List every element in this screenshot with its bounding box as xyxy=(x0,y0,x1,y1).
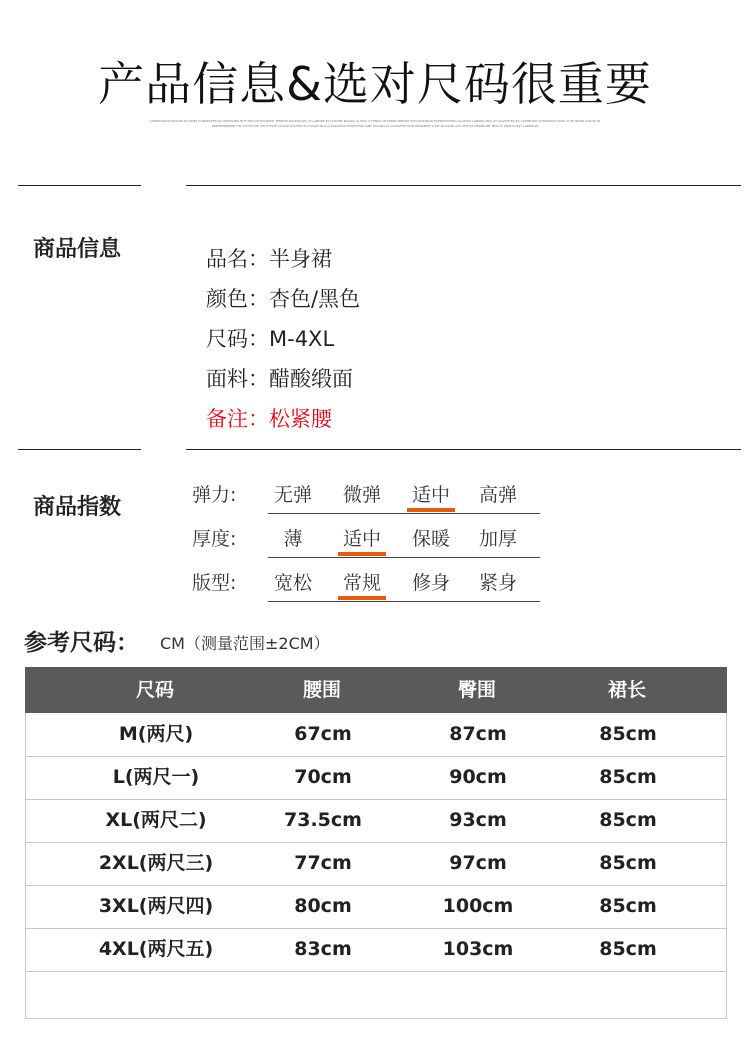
table-cell: 93cm xyxy=(449,809,507,831)
table-cell: 70cm xyxy=(294,766,352,788)
table-cell: M(两尺) xyxy=(118,723,194,745)
table-cell: 2XL(两尺三) xyxy=(98,852,214,874)
table-cell: 85cm xyxy=(599,809,657,831)
index-row-divider xyxy=(268,557,540,558)
index-selected-underline xyxy=(338,552,386,556)
index-selected-underline xyxy=(407,508,455,512)
divider-right-2 xyxy=(186,449,741,450)
table-cell: 103cm xyxy=(442,938,514,960)
table-row xyxy=(26,842,726,886)
table-cell: 67cm xyxy=(294,723,352,745)
info-size: 尺码：M-4XL xyxy=(206,327,335,351)
table-cell: 97cm xyxy=(449,852,507,874)
header-hip: 臀围 xyxy=(457,679,496,701)
size-table xyxy=(25,667,727,1019)
table-cell: 87cm xyxy=(449,723,507,745)
index-option: 高弹 xyxy=(478,484,517,506)
info-fabric: 面料：醋酸缎面 xyxy=(206,367,353,391)
index-row-label: 弹力: xyxy=(192,484,237,506)
index-option: 加厚 xyxy=(478,528,517,550)
header-size: 尺码 xyxy=(135,679,174,701)
table-cell: 85cm xyxy=(599,852,657,874)
info-name: 品名：半身裙 xyxy=(206,247,332,271)
table-row xyxy=(26,928,726,972)
table-cell: XL(两尺二) xyxy=(105,809,207,831)
index-option: 紧身 xyxy=(478,572,517,594)
table-row xyxy=(26,756,726,800)
table-row xyxy=(26,713,726,757)
table-cell: 85cm xyxy=(599,938,657,960)
table-cell: 77cm xyxy=(294,852,352,874)
page-title: 产品信息&选对尺码很重要 xyxy=(98,57,652,111)
info-note: 备注：松紧腰 xyxy=(206,407,332,431)
table-cell: 90cm xyxy=(449,766,507,788)
table-cell: 85cm xyxy=(599,766,657,788)
table-cell: 100cm xyxy=(442,895,514,917)
table-cell: 83cm xyxy=(294,938,352,960)
index-option: 修身 xyxy=(411,572,450,594)
index-option: 薄 xyxy=(283,528,303,550)
index-selected-underline xyxy=(338,596,386,600)
header-waist: 腰围 xyxy=(302,679,341,701)
table-cell: 4XL(两尺五) xyxy=(98,938,214,960)
index-option: 保暖 xyxy=(411,528,450,550)
table-cell: 3XL(两尺四) xyxy=(98,895,214,917)
table-cell: 80cm xyxy=(294,895,352,917)
size-ref-title: 参考尺码： xyxy=(24,630,139,656)
divider-right xyxy=(186,185,741,186)
size-table-header xyxy=(25,667,727,713)
info-color: 颜色：杏色/黑色 xyxy=(206,287,361,311)
table-row xyxy=(26,885,726,929)
table-cell: 73.5cm xyxy=(284,809,362,831)
index-row-label: 版型: xyxy=(192,572,237,594)
product-index-label: 商品指数 xyxy=(33,495,122,520)
index-option: 无弹 xyxy=(273,484,312,506)
index-row-divider xyxy=(268,601,540,602)
divider-left-2 xyxy=(18,449,141,450)
product-info-label: 商品信息 xyxy=(33,237,122,262)
index-option: 微弹 xyxy=(342,484,381,506)
table-cell: 85cm xyxy=(599,895,657,917)
index-option: 常规 xyxy=(342,572,381,594)
index-option: 适中 xyxy=(342,528,381,550)
table-row xyxy=(26,799,726,843)
decorative-fineprint: LOREM IPSUM DOLOR SIT AMET CONSECTETUR ADIPISCING ELIT SED DO EIUSMOD TEMPOR INCIDIDUNT UT LABORE ET DOLORE MAGNA ALIQUA UT ENIM AD MINIM VENIAM QUIS NOSTRUD EXERCITATION ULLAMCO LABORIS NISI UT ALIQUIP EX EA COMMODO CONSEQUAT DUIS AUTE IRURE DOLOR IN REPREHENDERIT IN VOLUPTATE VELIT ESSE CILLUM DOLORE EU FUGIAT NULLA PARIATUR EXCEPTEUR SINT OCCAECAT CUPIDATAT NON PROIDENT SUNT IN CULPA QUI OFFICIA DESERUNT MOLLIT ANIM ID EST LABORUM xyxy=(150,119,600,128)
index-row-label: 厚度: xyxy=(192,528,237,550)
index-row-divider xyxy=(268,513,540,514)
table-cell: 85cm xyxy=(599,723,657,745)
size-ref-unit-note: CM（测量范围±2CM） xyxy=(160,634,330,653)
index-option: 适中 xyxy=(411,484,450,506)
table-cell: L(两尺一) xyxy=(112,766,200,788)
header-length: 裙长 xyxy=(607,679,646,701)
divider-left xyxy=(18,185,141,186)
index-option: 宽松 xyxy=(273,572,312,594)
